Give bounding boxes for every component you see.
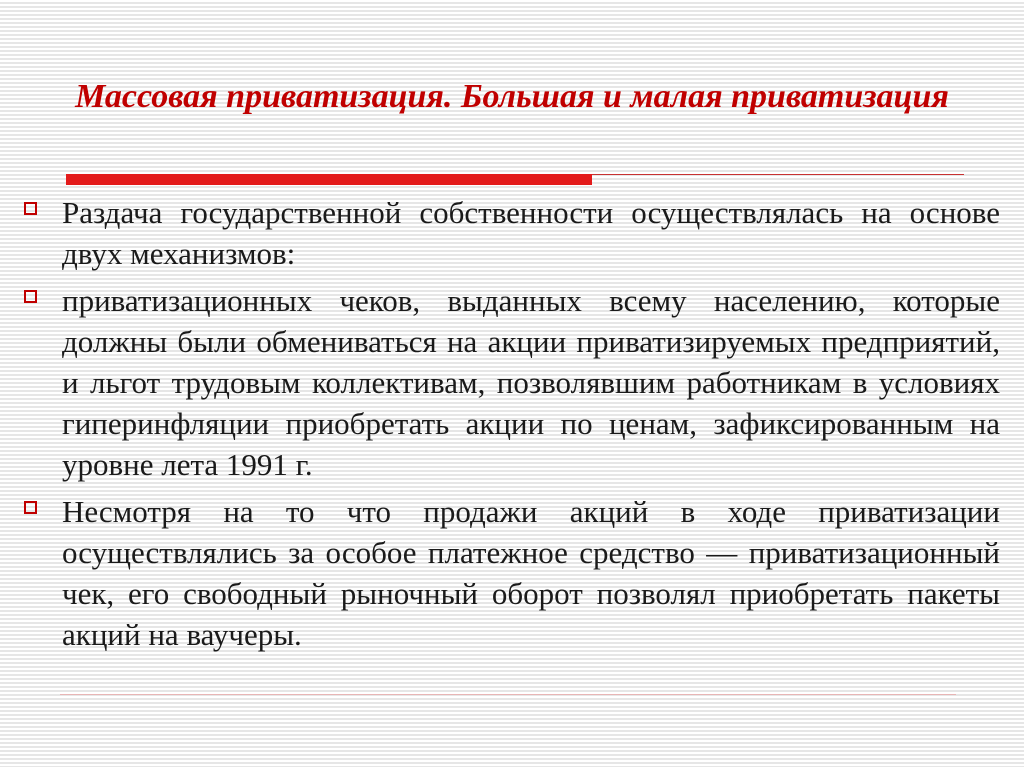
list-item bbox=[24, 491, 1000, 655]
list-item-text: Раздача государственной собственности осуществлялась на основе двух механизмов: bbox=[62, 195, 1000, 271]
bottom-divider bbox=[60, 694, 956, 695]
title-underline-thin bbox=[592, 174, 964, 175]
slide-title: Массовая приватизация. Большая и малая приватизация bbox=[75, 78, 949, 115]
list-item bbox=[24, 280, 1000, 485]
bullet-list bbox=[24, 192, 1000, 661]
list-item bbox=[24, 192, 1000, 274]
title-underline-thick bbox=[66, 174, 592, 185]
title-underline bbox=[66, 172, 964, 186]
hollow-square-bullet-icon bbox=[24, 202, 37, 215]
hollow-square-bullet-icon bbox=[24, 290, 37, 303]
hollow-square-bullet-icon bbox=[24, 501, 37, 514]
list-item-text: Несмотря на то что продажи акций в ходе приватизации осуществлялись за особое платежное средство — приватизационный чек, его свободный рыночный оборот позволял приобретать пакеты акций на ваучеры. bbox=[62, 494, 1000, 652]
list-item-text: приватизационных чеков, выданных всему населению, которые должны были обмениваться на акции приватизируемых предприятий, и льгот трудовым коллективам, позволявшим работникам в условиях гиперинфляции приобретать акции по ценам, зафиксированным на уровне лета 1991 г. bbox=[62, 283, 1000, 482]
